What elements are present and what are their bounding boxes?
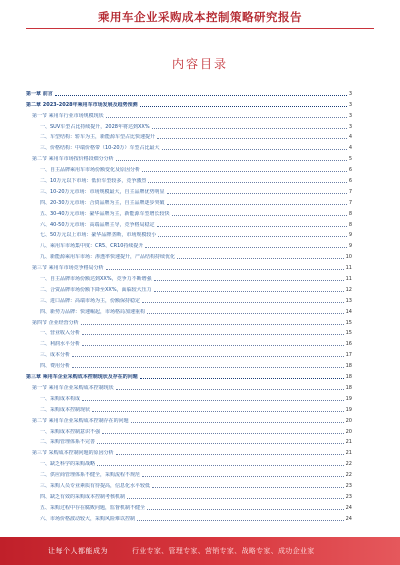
toc-dot-leader xyxy=(137,520,344,521)
toc-entry-label: 五、采购过程中存在腐败问题，监督机制不健全 xyxy=(40,504,146,511)
toc-entry-label: 一、SUV车型占比持续提升，2028年将达到XX% xyxy=(40,123,150,130)
toc-entry[interactable] xyxy=(26,304,352,315)
toc-entry[interactable] xyxy=(26,358,352,369)
toc-entry-page: 19 xyxy=(345,406,352,413)
toc-entry-page: 24 xyxy=(345,515,352,522)
toc-dot-leader xyxy=(172,215,347,216)
toc-entry-label: 第二节 乘用车市场按价格段细分分析 xyxy=(32,156,114,163)
toc-entry[interactable] xyxy=(26,260,352,271)
toc-entry-page: 8 xyxy=(348,221,352,228)
toc-entry[interactable] xyxy=(26,238,352,249)
toc-entry-page: 7 xyxy=(348,199,352,206)
toc-entry-label: 四、费用分析 xyxy=(40,363,71,370)
toc-entry-page: 6 xyxy=(348,178,352,185)
toc-dot-leader xyxy=(147,313,344,314)
toc-dot-leader xyxy=(157,138,347,139)
toc-entry[interactable] xyxy=(26,467,352,478)
toc-entry[interactable] xyxy=(26,369,352,380)
toc-entry[interactable] xyxy=(26,380,352,391)
toc-entry-page: 9 xyxy=(348,243,352,250)
toc-dot-leader xyxy=(116,454,344,455)
toc-dot-leader xyxy=(81,324,344,325)
toc-entry-label: 六、40-50万元市场：高端品牌主导，竞争格局稳定 xyxy=(40,221,155,228)
page-header xyxy=(0,0,400,34)
toc-entry[interactable] xyxy=(26,326,352,337)
toc-dot-leader xyxy=(154,291,344,292)
toc-dot-leader xyxy=(152,487,344,488)
toc-entry[interactable] xyxy=(26,511,352,522)
toc-entry-label: 一、自主品牌市场份额达到XX%，竞争力不断增强 xyxy=(40,276,152,283)
toc-entry[interactable] xyxy=(26,271,352,282)
toc-entry-page: 20 xyxy=(345,428,352,435)
toc-entry-label: 三、10-20万元市场：市场规模最大，自主品牌优势明显 xyxy=(40,188,165,195)
toc-dot-leader xyxy=(167,193,347,194)
toc-entry-page: 16 xyxy=(345,341,352,348)
toc-entry-label: 三、成本分析 xyxy=(40,352,71,359)
toc-entry[interactable] xyxy=(26,445,352,456)
toc-entry[interactable] xyxy=(26,435,352,446)
footer-slogan-roles: 行业专家、管理专家、营销专家、战略专家、成功企业家 xyxy=(132,547,315,555)
toc-entry-label: 一、自主品牌乘用车市场份额变化及原因分析 xyxy=(40,167,141,174)
toc-entry-page: 23 xyxy=(345,482,352,489)
toc-entry[interactable] xyxy=(26,173,352,184)
toc-dot-leader xyxy=(148,182,346,183)
toc-dot-leader xyxy=(157,226,347,227)
toc-dot-leader xyxy=(92,411,344,412)
toc-entry-page: 12 xyxy=(345,286,352,293)
toc-entry[interactable] xyxy=(26,478,352,489)
toc-entry[interactable] xyxy=(26,315,352,326)
toc-entry-label: 第三章 乘用车企业采购成本控制现状及存在的问题 xyxy=(26,374,138,381)
toc-entry-page: 8 xyxy=(348,210,352,217)
toc-dot-leader xyxy=(140,106,347,107)
toc-dot-leader xyxy=(82,400,344,401)
toc-entry-label: 三、采购人员专业素质有待提高，信息化水平较低 xyxy=(40,482,151,489)
table-of-contents xyxy=(26,86,352,522)
toc-entry-label: 第三节 采购成本控制问题的原因分析 xyxy=(32,450,114,457)
toc-entry-page: 18 xyxy=(345,363,352,370)
toc-dot-leader xyxy=(72,356,344,357)
toc-entry-label: 二、利润水平分析 xyxy=(40,341,81,348)
toc-entry-page: 18 xyxy=(345,374,352,381)
toc-entry[interactable] xyxy=(26,130,352,141)
toc-entry-label: 一、采购成本构成 xyxy=(40,395,81,402)
toc-entry-page: 13 xyxy=(345,297,352,304)
toc-dot-leader xyxy=(116,160,347,161)
toc-entry-page: 17 xyxy=(345,352,352,359)
toc-entry-label: 二、10万元以下市场：低价车型较多，竞争激烈 xyxy=(40,178,147,185)
toc-entry[interactable] xyxy=(26,249,352,260)
toc-entry-label: 八、乘用车市场集中度：CR5、CR10持续提升 xyxy=(40,243,144,250)
toc-dot-leader xyxy=(152,128,347,129)
toc-entry-page: 5 xyxy=(348,156,352,163)
toc-dot-leader xyxy=(147,509,344,510)
toc-entry-page: 11 xyxy=(345,276,352,283)
toc-entry[interactable] xyxy=(26,119,352,130)
toc-entry-label: 二、采购管理体系不完善 xyxy=(40,439,96,446)
toc-entry-page: 21 xyxy=(345,439,352,446)
toc-entry-label: 第一节 乘用车企业采购成本控制现状 xyxy=(32,384,114,391)
toc-dot-leader xyxy=(158,236,346,237)
toc-entry[interactable] xyxy=(26,184,352,195)
toc-dot-leader xyxy=(154,280,344,281)
toc-entry-label: 第二章 2023-2028年乘用车市场发展及趋势预测 xyxy=(26,101,138,108)
toc-entry[interactable] xyxy=(26,108,352,119)
header-divider xyxy=(26,28,374,29)
toc-dot-leader xyxy=(162,149,347,150)
toc-dot-leader xyxy=(142,171,347,172)
toc-entry[interactable] xyxy=(26,217,352,228)
toc-entry-label: 一、缺乏科学的采购战略 xyxy=(40,461,96,468)
toc-entry-label: 二、车型结构：轿车为主，新能源车型占比快速提升 xyxy=(40,134,156,141)
toc-entry-page: 24 xyxy=(345,504,352,511)
toc-entry[interactable] xyxy=(26,347,352,358)
toc-entry-label: 四、新势力品牌：快速崛起，市场格局加速重构 xyxy=(40,308,146,315)
toc-entry-label: 四、20-30万元市场：合资品牌为主，自主品牌逐步突破 xyxy=(40,199,165,206)
toc-entry-label: 一、营业收入分析 xyxy=(40,330,81,337)
toc-entry-page: 22 xyxy=(345,472,352,479)
toc-entry[interactable] xyxy=(26,413,352,424)
toc-entry-page: 23 xyxy=(345,493,352,500)
toc-entry-label: 一、采购成本控制意识不强 xyxy=(40,428,101,435)
toc-entry-page: 20 xyxy=(345,417,352,424)
toc-dot-leader xyxy=(55,95,347,96)
toc-dot-leader xyxy=(142,302,344,303)
toc-dot-leader xyxy=(82,334,344,335)
page-footer xyxy=(0,537,400,565)
toc-entry-page: 15 xyxy=(345,330,352,337)
toc-entry-label: 三、价格结构：中端价格带（10-20万）车型占比最大 xyxy=(40,145,160,152)
toc-dot-leader xyxy=(167,204,347,205)
toc-entry-page: 3 xyxy=(348,112,352,119)
toc-entry[interactable] xyxy=(26,195,352,206)
toc-entry-page: 15 xyxy=(345,319,352,326)
toc-entry[interactable] xyxy=(26,162,352,173)
toc-entry[interactable] xyxy=(26,86,352,97)
toc-dot-leader xyxy=(116,389,344,390)
toc-dot-leader xyxy=(140,378,344,379)
toc-entry-label: 第一章 前言 xyxy=(26,90,53,97)
toc-entry[interactable] xyxy=(26,489,352,500)
toc-entry[interactable] xyxy=(26,97,352,108)
toc-entry-page: 7 xyxy=(348,188,352,195)
toc-entry[interactable] xyxy=(26,151,352,162)
toc-entry-page: 22 xyxy=(345,461,352,468)
toc-entry-label: 二、供应商管理体系不健全，采购流程不规范 xyxy=(40,472,141,479)
toc-entry-page: 3 xyxy=(348,101,352,108)
toc-entry[interactable] xyxy=(26,293,352,304)
toc-entry-label: 第三节 乘用车市场竞争格局分析 xyxy=(32,265,104,272)
toc-entry[interactable] xyxy=(26,228,352,239)
toc-entry-page: 11 xyxy=(345,265,352,272)
toc-entry-label: 六、市场价格波动较大，采购风险难以控制 xyxy=(40,515,136,522)
toc-entry-label: 二、合资品牌市场份额下降至XX%，面临较大压力 xyxy=(40,286,152,293)
toc-dot-leader xyxy=(97,443,344,444)
toc-entry[interactable] xyxy=(26,456,352,467)
toc-entry-page: 14 xyxy=(345,308,352,315)
toc-dot-leader xyxy=(127,498,344,499)
toc-dot-leader xyxy=(106,117,347,118)
toc-entry[interactable] xyxy=(26,402,352,413)
toc-dot-leader xyxy=(97,465,344,466)
report-title: 乘用车企业采购成本控制策略研究报告 xyxy=(98,10,302,24)
toc-entry-page: 4 xyxy=(348,134,352,141)
toc-dot-leader xyxy=(131,422,344,423)
toc-dot-leader xyxy=(145,247,346,248)
footer-slogan-lead: 让每个人都能成为 xyxy=(48,547,108,555)
toc-entry[interactable] xyxy=(26,391,352,402)
toc-entry-label: 二、采购成本控制现状 xyxy=(40,406,91,413)
toc-entry[interactable] xyxy=(26,206,352,217)
toc-entry[interactable] xyxy=(26,282,352,293)
toc-entry-page: 9 xyxy=(348,232,352,239)
toc-entry-label: 四、缺乏有效的采购成本控制考核机制 xyxy=(40,493,126,500)
toc-heading: 内容目录 xyxy=(171,57,228,71)
toc-entry-label: 七、50万元以上市场：豪华品牌垄断，市场规模较小 xyxy=(40,232,157,239)
toc-entry[interactable] xyxy=(26,140,352,151)
toc-dot-leader xyxy=(106,269,344,270)
toc-entry-page: 18 xyxy=(345,384,352,391)
toc-entry-label: 第一节 乘用车行业市场规模现状 xyxy=(32,112,104,119)
toc-entry[interactable] xyxy=(26,500,352,511)
toc-dot-leader xyxy=(102,433,344,434)
toc-entry-label: 第二节 乘用车企业采购成本控制存在的问题 xyxy=(32,417,129,424)
toc-entry[interactable] xyxy=(26,336,352,347)
toc-dot-leader xyxy=(72,367,344,368)
toc-entry-page: 19 xyxy=(345,395,352,402)
toc-dot-leader xyxy=(177,258,344,259)
toc-entry-page: 3 xyxy=(348,90,352,97)
toc-entry-page: 3 xyxy=(348,123,352,130)
toc-dot-leader xyxy=(142,476,344,477)
toc-entry-page: 21 xyxy=(345,450,352,457)
toc-entry-page: 4 xyxy=(348,145,352,152)
toc-entry-label: 三、进口品牌：高端市场为主，份额保持稳定 xyxy=(40,297,141,304)
toc-entry-label: 九、新能源乘用车市场：渗透率快速提升，产品结构持续优化 xyxy=(40,254,176,261)
toc-entry-label: 五、30-40万元市场：豪华品牌为主，新能源车型增长较快 xyxy=(40,210,170,217)
toc-entry-label: 第四节 企业经营分析 xyxy=(32,319,79,326)
toc-entry[interactable] xyxy=(26,424,352,435)
toc-entry-page: 6 xyxy=(348,167,352,174)
toc-dot-leader xyxy=(82,345,344,346)
toc-entry-page: 10 xyxy=(345,254,352,261)
